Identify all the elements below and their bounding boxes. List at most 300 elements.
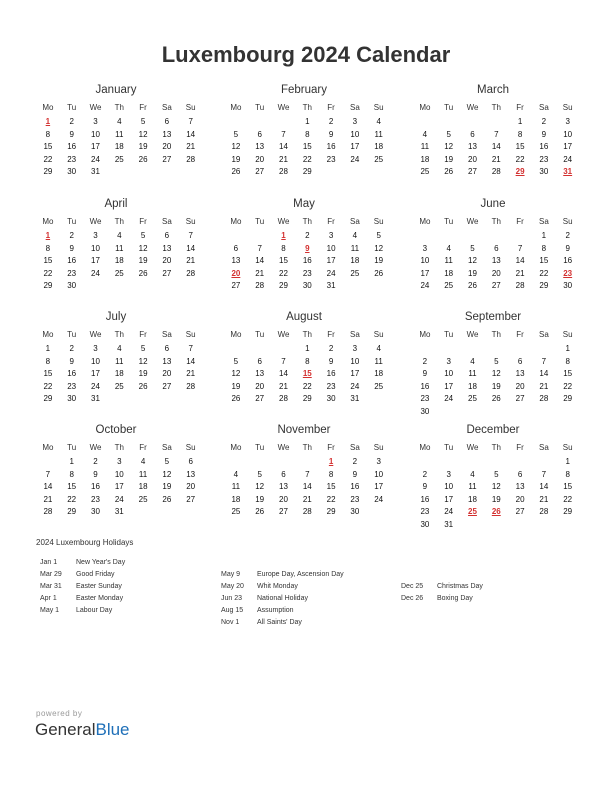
holiday-date: Dec 26 bbox=[401, 595, 424, 602]
month-august bbox=[224, 310, 384, 406]
day-cell: 8 bbox=[565, 356, 570, 366]
day-cell: 25 bbox=[114, 381, 124, 391]
weekday-label: Sa bbox=[161, 217, 172, 226]
day-cell: 4 bbox=[117, 117, 122, 126]
day-cell: 7 bbox=[281, 129, 286, 139]
day-cell: 27 bbox=[515, 507, 525, 517]
day-cell: 27 bbox=[162, 154, 172, 164]
day-cell: 12 bbox=[231, 142, 241, 152]
day-cell: 12 bbox=[374, 243, 384, 253]
day-cell: 8 bbox=[45, 129, 51, 139]
day-cell: 16 bbox=[91, 482, 100, 492]
month-may bbox=[224, 197, 384, 293]
weekday-label: We bbox=[89, 217, 102, 226]
day-cell: 2 bbox=[93, 457, 98, 466]
weekday-label: Sa bbox=[349, 330, 360, 339]
day-cell: 25 bbox=[374, 154, 384, 164]
holiday-name: All Saints' Day bbox=[257, 619, 302, 626]
month-name: November bbox=[277, 424, 331, 436]
day-cell: 16 bbox=[302, 256, 312, 266]
weekday-label: Fr bbox=[139, 330, 147, 339]
day-cell: 25 bbox=[114, 154, 124, 164]
weekday-header bbox=[224, 442, 384, 454]
day-cell: 22 bbox=[43, 268, 53, 278]
holiday-day: 31 bbox=[563, 167, 573, 177]
day-cell: 13 bbox=[515, 369, 525, 379]
day-cell: 8 bbox=[305, 356, 310, 366]
day-cell: 8 bbox=[305, 129, 310, 139]
day-cell: 16 bbox=[326, 369, 336, 379]
day-cell: 20 bbox=[515, 494, 525, 504]
weekday-label: We bbox=[277, 443, 290, 452]
day-cell: 3 bbox=[93, 117, 98, 126]
day-cell: 25 bbox=[138, 494, 148, 504]
day-cell: 11 bbox=[468, 369, 477, 379]
month-december bbox=[413, 423, 573, 532]
day-cell: 27 bbox=[162, 381, 172, 391]
weekday-header bbox=[224, 102, 384, 114]
day-cell: 7 bbox=[517, 243, 523, 253]
days-grid bbox=[36, 116, 196, 179]
weekday-label: Fr bbox=[327, 443, 335, 452]
day-cell: 9 bbox=[422, 369, 428, 379]
weekday-label: Th bbox=[491, 330, 501, 339]
day-cell: 26 bbox=[138, 154, 148, 164]
holiday-date: Aug 15 bbox=[221, 607, 244, 614]
day-cell: 26 bbox=[468, 281, 477, 291]
day-cell: 12 bbox=[491, 482, 501, 492]
day-cell: 10 bbox=[91, 129, 100, 139]
holiday-day: 1 bbox=[45, 231, 51, 240]
day-cell: 14 bbox=[539, 369, 549, 379]
holiday-name: Europe Day, Ascension Day bbox=[257, 571, 344, 578]
day-cell: 25 bbox=[444, 281, 454, 291]
weekday-label: Tu bbox=[255, 217, 265, 226]
day-cell: 5 bbox=[233, 129, 239, 139]
weekday-label: Mo bbox=[230, 217, 242, 226]
day-cell: 6 bbox=[233, 243, 239, 253]
day-cell: 30 bbox=[67, 281, 77, 291]
day-cell: 5 bbox=[446, 129, 451, 139]
month-january bbox=[36, 83, 196, 179]
day-cell: 10 bbox=[444, 369, 454, 379]
holiday-date: Nov 1 bbox=[221, 619, 240, 626]
day-cell: 15 bbox=[539, 256, 549, 266]
day-cell: 25 bbox=[468, 394, 477, 404]
day-cell: 19 bbox=[231, 154, 241, 164]
day-cell: 6 bbox=[470, 129, 475, 139]
day-cell: 26 bbox=[162, 494, 172, 504]
day-cell: 15 bbox=[326, 482, 336, 492]
day-cell: 22 bbox=[302, 381, 312, 391]
day-cell: 6 bbox=[164, 117, 170, 126]
weekday-label: We bbox=[277, 217, 290, 226]
day-cell: 31 bbox=[326, 281, 336, 291]
holiday-row bbox=[401, 593, 483, 605]
weekday-label: Tu bbox=[444, 217, 454, 226]
day-cell: 26 bbox=[231, 167, 241, 177]
day-cell: 18 bbox=[231, 494, 241, 504]
day-cell: 1 bbox=[541, 231, 547, 240]
day-cell: 11 bbox=[231, 482, 241, 492]
day-cell: 14 bbox=[302, 482, 312, 492]
day-cell: 5 bbox=[494, 356, 499, 366]
weekday-label: Th bbox=[491, 443, 501, 452]
day-cell: 6 bbox=[517, 356, 523, 366]
day-cell: 6 bbox=[257, 356, 262, 366]
day-cell: 11 bbox=[115, 129, 124, 139]
day-cell: 14 bbox=[515, 256, 525, 266]
day-cell: 27 bbox=[162, 268, 172, 278]
days-grid bbox=[36, 343, 196, 406]
day-cell: 3 bbox=[352, 117, 358, 126]
day-cell: 12 bbox=[468, 256, 477, 266]
holiday-day: 9 bbox=[305, 243, 310, 253]
day-cell: 9 bbox=[69, 243, 74, 253]
holiday-date: Mar 29 bbox=[40, 571, 62, 578]
day-cell: 31 bbox=[91, 394, 100, 404]
holiday-column bbox=[401, 581, 483, 605]
day-cell: 19 bbox=[491, 494, 501, 504]
day-cell: 13 bbox=[255, 142, 265, 152]
day-cell: 16 bbox=[67, 142, 77, 152]
day-cell: 29 bbox=[67, 507, 77, 517]
day-cell: 18 bbox=[350, 256, 360, 266]
day-cell: 24 bbox=[563, 154, 573, 164]
day-cell: 17 bbox=[444, 494, 454, 504]
day-cell: 11 bbox=[115, 243, 124, 253]
day-cell: 8 bbox=[565, 469, 570, 479]
day-cell: 26 bbox=[138, 381, 148, 391]
day-cell: 13 bbox=[162, 129, 172, 139]
day-cell: 7 bbox=[281, 356, 286, 366]
weekday-header bbox=[36, 329, 196, 341]
holiday-name: Christmas Day bbox=[437, 583, 483, 590]
weekday-label: We bbox=[466, 330, 479, 339]
day-cell: 19 bbox=[444, 154, 454, 164]
weekday-label: Sa bbox=[161, 330, 172, 339]
day-cell: 16 bbox=[67, 256, 77, 266]
day-cell: 17 bbox=[326, 256, 336, 266]
day-cell: 29 bbox=[302, 167, 312, 177]
day-cell: 14 bbox=[43, 482, 53, 492]
weekday-header bbox=[413, 102, 573, 114]
weekday-label: Su bbox=[562, 103, 573, 112]
day-cell: 21 bbox=[539, 381, 549, 391]
day-cell: 24 bbox=[444, 394, 454, 404]
holiday-date: Jun 23 bbox=[221, 595, 243, 602]
days-grid bbox=[413, 343, 573, 419]
weekday-label: Th bbox=[114, 330, 124, 339]
day-cell: 24 bbox=[91, 154, 100, 164]
day-cell: 6 bbox=[517, 469, 523, 479]
weekday-label: Sa bbox=[161, 443, 172, 452]
month-name: December bbox=[466, 424, 520, 436]
day-cell: 14 bbox=[255, 256, 265, 266]
weekday-header bbox=[36, 216, 196, 228]
weekday-header bbox=[224, 216, 384, 228]
day-cell: 15 bbox=[302, 142, 312, 152]
weekday-label: Mo bbox=[230, 443, 242, 452]
month-name: May bbox=[293, 198, 315, 210]
weekday-label: Mo bbox=[42, 330, 54, 339]
weekday-header bbox=[224, 329, 384, 341]
day-cell: 11 bbox=[468, 482, 477, 492]
day-cell: 21 bbox=[186, 256, 196, 266]
day-cell: 21 bbox=[302, 494, 312, 504]
day-cell: 28 bbox=[302, 507, 312, 517]
holiday-row bbox=[221, 617, 344, 629]
holiday-row bbox=[221, 569, 344, 581]
weekday-label: Su bbox=[185, 217, 196, 226]
day-cell: 24 bbox=[374, 494, 384, 504]
day-cell: 3 bbox=[117, 457, 122, 466]
day-cell: 29 bbox=[563, 507, 573, 517]
weekday-label: Su bbox=[562, 217, 573, 226]
holiday-name: Labour Day bbox=[76, 607, 113, 614]
day-cell: 16 bbox=[563, 256, 573, 266]
day-cell: 18 bbox=[468, 381, 477, 391]
brand-blue: Blue bbox=[95, 720, 130, 739]
weekday-label: Sa bbox=[538, 217, 549, 226]
day-cell: 4 bbox=[376, 117, 381, 126]
weekday-header bbox=[36, 102, 196, 114]
weekday-label: Sa bbox=[538, 330, 549, 339]
weekday-label: Fr bbox=[139, 217, 147, 226]
day-cell: 17 bbox=[374, 482, 384, 492]
day-cell: 4 bbox=[117, 231, 122, 240]
day-cell: 16 bbox=[350, 482, 360, 492]
day-cell: 27 bbox=[231, 281, 241, 291]
day-cell: 28 bbox=[186, 154, 196, 164]
day-cell: 14 bbox=[279, 369, 288, 379]
day-cell: 27 bbox=[515, 394, 525, 404]
day-cell: 26 bbox=[255, 507, 265, 517]
day-cell: 21 bbox=[255, 268, 265, 278]
day-cell: 6 bbox=[164, 231, 170, 240]
weekday-label: Tu bbox=[67, 330, 77, 339]
day-cell: 10 bbox=[444, 482, 454, 492]
day-cell: 5 bbox=[140, 344, 146, 353]
holiday-row bbox=[401, 581, 483, 593]
day-cell: 25 bbox=[231, 507, 241, 517]
day-cell: 23 bbox=[302, 268, 312, 278]
day-cell: 1 bbox=[517, 117, 523, 126]
day-cell: 30 bbox=[302, 281, 312, 291]
day-cell: 7 bbox=[188, 117, 193, 126]
day-cell: 11 bbox=[350, 243, 360, 253]
day-cell: 10 bbox=[563, 129, 573, 139]
weekday-label: Su bbox=[373, 103, 384, 112]
day-cell: 12 bbox=[231, 369, 241, 379]
day-cell: 22 bbox=[515, 154, 525, 164]
day-cell: 17 bbox=[91, 369, 100, 379]
day-cell: 14 bbox=[539, 482, 549, 492]
day-cell: 8 bbox=[328, 469, 334, 479]
day-cell: 12 bbox=[255, 482, 265, 492]
day-cell: 3 bbox=[328, 231, 334, 240]
day-cell: 1 bbox=[565, 344, 570, 353]
day-cell: 29 bbox=[539, 281, 549, 291]
day-cell: 20 bbox=[186, 482, 196, 492]
month-july bbox=[36, 310, 196, 406]
day-cell: 2 bbox=[422, 356, 428, 366]
holiday-row bbox=[40, 593, 125, 605]
day-cell: 2 bbox=[69, 117, 74, 126]
day-cell: 1 bbox=[45, 344, 51, 353]
day-cell: 18 bbox=[420, 154, 430, 164]
page-title: Luxembourg 2024 Calendar bbox=[161, 42, 451, 67]
day-cell: 14 bbox=[186, 129, 196, 139]
weekday-label: Th bbox=[114, 103, 124, 112]
day-cell: 15 bbox=[43, 369, 53, 379]
day-cell: 23 bbox=[67, 154, 77, 164]
day-cell: 9 bbox=[93, 469, 98, 479]
holiday-row bbox=[221, 593, 344, 605]
holiday-day: 29 bbox=[515, 167, 525, 177]
day-cell: 29 bbox=[43, 167, 53, 177]
day-cell: 16 bbox=[326, 142, 336, 152]
holiday-row bbox=[40, 581, 125, 593]
weekday-label: Mo bbox=[419, 443, 431, 452]
month-name: March bbox=[477, 84, 509, 96]
holiday-day: 26 bbox=[491, 507, 501, 517]
day-cell: 3 bbox=[376, 457, 381, 466]
day-cell: 2 bbox=[305, 231, 310, 240]
weekday-label: We bbox=[466, 103, 479, 112]
day-cell: 3 bbox=[352, 344, 358, 353]
day-cell: 30 bbox=[91, 507, 100, 517]
day-cell: 30 bbox=[563, 281, 573, 291]
day-cell: 2 bbox=[69, 231, 74, 240]
holiday-name: New Year's Day bbox=[76, 559, 126, 566]
day-cell: 12 bbox=[138, 356, 148, 366]
day-cell: 27 bbox=[468, 167, 477, 177]
weekday-label: Fr bbox=[516, 103, 524, 112]
day-cell: 24 bbox=[350, 381, 360, 391]
holiday-row bbox=[40, 569, 125, 581]
day-cell: 30 bbox=[350, 507, 360, 517]
day-cell: 11 bbox=[374, 356, 383, 366]
day-cell: 2 bbox=[328, 117, 334, 126]
month-november bbox=[224, 423, 384, 519]
day-cell: 13 bbox=[255, 369, 265, 379]
day-cell: 2 bbox=[422, 469, 428, 479]
day-cell: 20 bbox=[491, 268, 501, 278]
day-cell: 26 bbox=[138, 268, 148, 278]
day-cell: 1 bbox=[565, 457, 570, 466]
day-cell: 3 bbox=[446, 356, 451, 366]
days-grid bbox=[413, 116, 573, 179]
day-cell: 20 bbox=[468, 154, 477, 164]
weekday-label: Sa bbox=[349, 217, 360, 226]
day-cell: 13 bbox=[515, 482, 525, 492]
day-cell: 13 bbox=[162, 243, 172, 253]
day-cell: 31 bbox=[350, 394, 360, 404]
day-cell: 7 bbox=[541, 356, 547, 366]
month-name: April bbox=[104, 198, 128, 210]
day-cell: 17 bbox=[420, 268, 430, 278]
day-cell: 22 bbox=[302, 154, 312, 164]
day-cell: 3 bbox=[565, 117, 570, 126]
weekday-label: Th bbox=[491, 103, 501, 112]
day-cell: 6 bbox=[188, 457, 193, 466]
day-cell: 2 bbox=[328, 344, 334, 353]
day-cell: 19 bbox=[491, 381, 501, 391]
day-cell: 8 bbox=[69, 469, 74, 479]
day-cell: 28 bbox=[515, 281, 525, 291]
day-cell: 14 bbox=[279, 142, 288, 152]
weekday-label: Fr bbox=[327, 103, 335, 112]
day-cell: 7 bbox=[188, 344, 193, 353]
holiday-row bbox=[40, 557, 125, 569]
month-name: February bbox=[280, 84, 328, 96]
day-cell: 29 bbox=[563, 394, 573, 404]
day-cell: 4 bbox=[470, 469, 475, 479]
holiday-column bbox=[40, 557, 125, 617]
days-grid bbox=[224, 456, 384, 519]
day-cell: 26 bbox=[374, 268, 384, 278]
day-cell: 17 bbox=[444, 381, 454, 391]
day-cell: 15 bbox=[43, 256, 53, 266]
day-cell: 17 bbox=[91, 256, 100, 266]
holiday-day: 1 bbox=[281, 231, 286, 240]
day-cell: 30 bbox=[420, 519, 430, 529]
day-cell: 5 bbox=[140, 117, 146, 126]
day-cell: 15 bbox=[515, 142, 525, 152]
weekday-label: Fr bbox=[139, 103, 147, 112]
weekday-label: Sa bbox=[161, 103, 172, 112]
holiday-date: Dec 25 bbox=[401, 583, 424, 590]
holiday-row bbox=[221, 581, 344, 593]
weekday-label: Tu bbox=[255, 443, 265, 452]
day-cell: 10 bbox=[114, 469, 124, 479]
day-cell: 18 bbox=[468, 494, 477, 504]
weekday-label: Th bbox=[114, 217, 124, 226]
holiday-day: 23 bbox=[563, 268, 573, 278]
weekday-label: Su bbox=[373, 330, 384, 339]
day-cell: 18 bbox=[138, 482, 148, 492]
weekday-label: Tu bbox=[67, 217, 77, 226]
day-cell: 30 bbox=[420, 406, 430, 416]
day-cell: 13 bbox=[186, 469, 196, 479]
day-cell: 29 bbox=[43, 281, 53, 291]
day-cell: 19 bbox=[138, 256, 148, 266]
day-cell: 20 bbox=[255, 381, 265, 391]
day-cell: 9 bbox=[328, 129, 334, 139]
day-cell: 30 bbox=[326, 394, 336, 404]
day-cell: 23 bbox=[67, 268, 77, 278]
day-cell: 28 bbox=[279, 394, 288, 404]
day-cell: 10 bbox=[374, 469, 384, 479]
month-october bbox=[36, 423, 196, 519]
weekday-label: Fr bbox=[327, 330, 335, 339]
day-cell: 5 bbox=[376, 231, 381, 240]
day-cell: 11 bbox=[115, 356, 124, 366]
day-cell: 5 bbox=[494, 469, 499, 479]
holiday-day: 1 bbox=[45, 117, 51, 126]
month-september bbox=[413, 310, 573, 419]
day-cell: 19 bbox=[255, 494, 265, 504]
day-cell: 10 bbox=[420, 256, 430, 266]
day-cell: 30 bbox=[539, 167, 549, 177]
day-cell: 16 bbox=[420, 494, 430, 504]
day-cell: 4 bbox=[470, 356, 475, 366]
weekday-label: We bbox=[466, 217, 479, 226]
day-cell: 14 bbox=[186, 356, 196, 366]
day-cell: 23 bbox=[420, 507, 430, 517]
day-cell: 20 bbox=[162, 142, 172, 152]
